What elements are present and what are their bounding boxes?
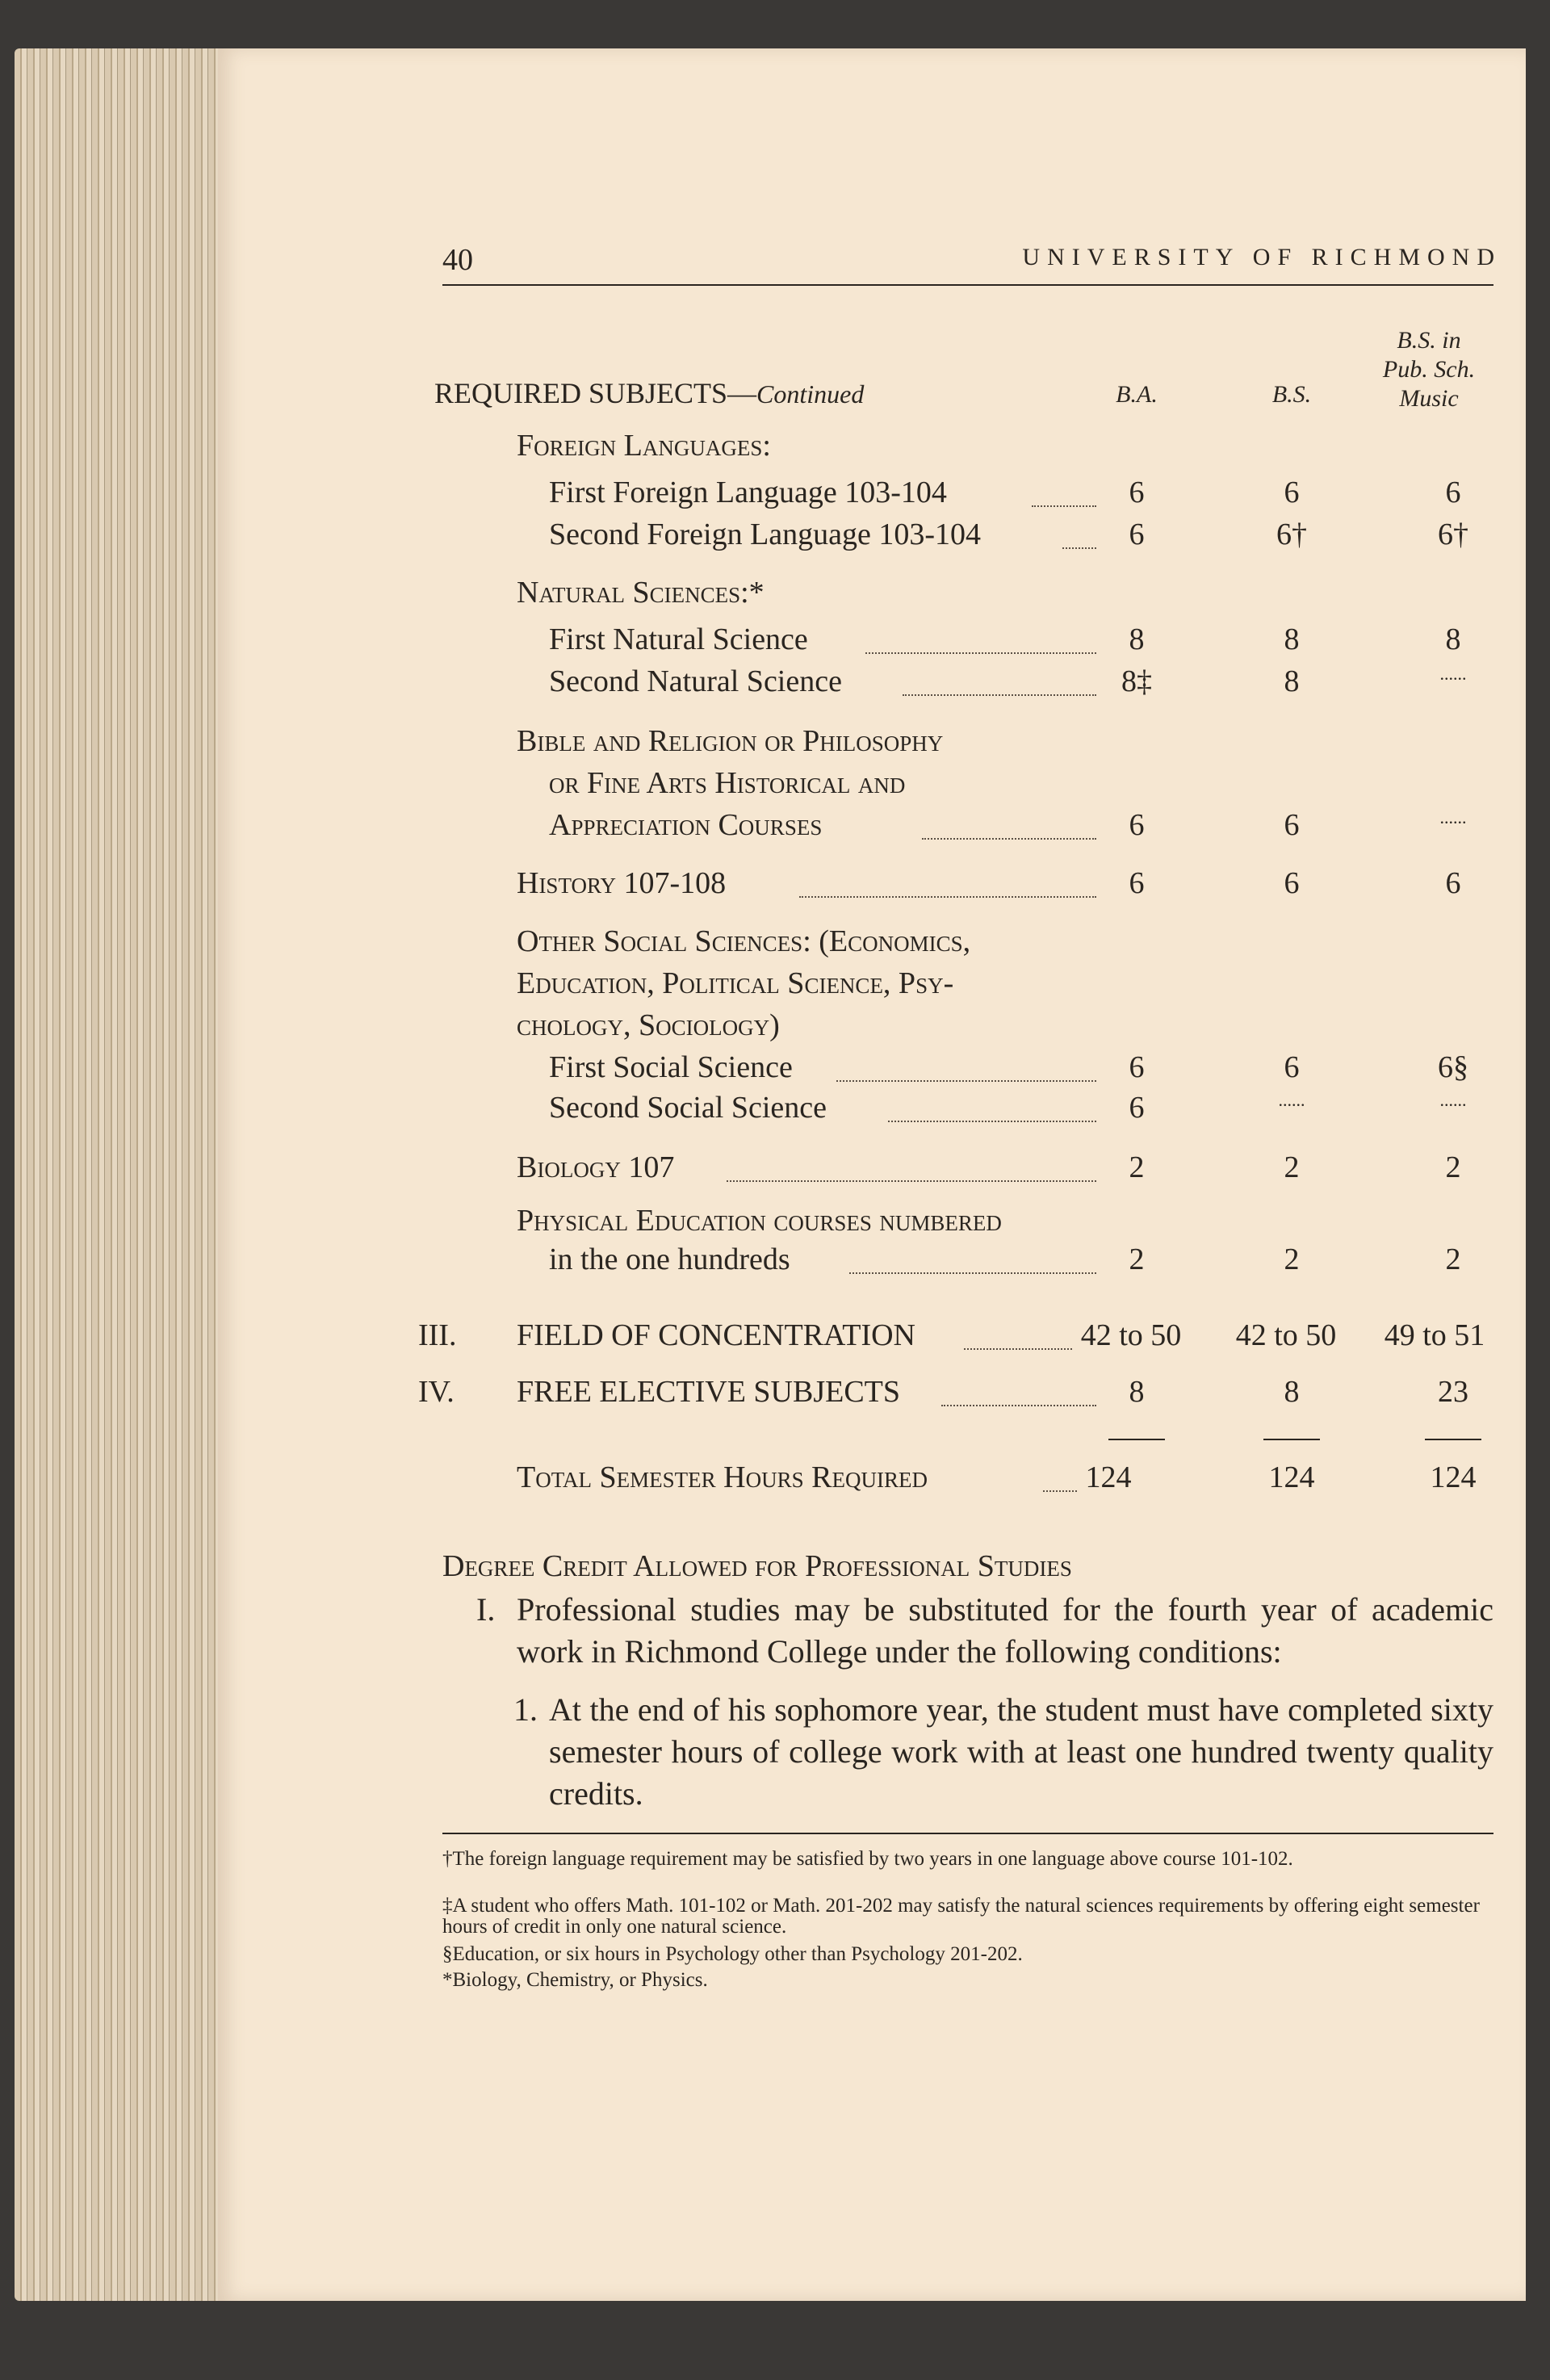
leader bbox=[922, 838, 1096, 840]
leader bbox=[849, 1272, 1096, 1274]
pe-line1: Physical Education courses numbered bbox=[517, 1204, 1002, 1238]
ns2-ba: 8‡ bbox=[1121, 664, 1152, 698]
total-rule-music bbox=[1425, 1439, 1481, 1440]
col-music-line1: B.S. in bbox=[1397, 327, 1461, 354]
ss2-ba: 6 bbox=[1129, 1091, 1145, 1125]
total-bs: 124 bbox=[1268, 1460, 1315, 1494]
condition-i-text: Professional studies may be substituted for the fourth year of academic work in Richmond College under the following conditions: bbox=[517, 1591, 1493, 1670]
column-header-bs-music bbox=[1364, 326, 1493, 413]
column-header-bs: B.S. bbox=[1271, 381, 1312, 408]
history-bs: 6 bbox=[1284, 866, 1300, 900]
pe-ba: 2 bbox=[1129, 1242, 1145, 1276]
bible-music: ...... bbox=[1439, 807, 1467, 828]
leader bbox=[836, 1080, 1096, 1082]
footnote-rule bbox=[442, 1833, 1493, 1834]
leader bbox=[799, 896, 1096, 898]
section-iv-number: IV. bbox=[418, 1375, 455, 1409]
iv-bs: 8 bbox=[1284, 1375, 1300, 1409]
fl1-music: 6 bbox=[1445, 476, 1461, 509]
first-natural-science-label: First Natural Science bbox=[549, 622, 808, 656]
total-music: 124 bbox=[1430, 1460, 1477, 1494]
section-iii-number: III. bbox=[418, 1318, 457, 1352]
ns1-bs: 8 bbox=[1284, 622, 1300, 656]
social-line2: Education, Political Science, Psy- bbox=[517, 966, 954, 1000]
bible-ba: 6 bbox=[1129, 808, 1145, 842]
bible-line3: Appreciation Courses bbox=[549, 808, 823, 842]
iii-ba: 42 to 50 bbox=[1080, 1318, 1182, 1352]
footnote-asterisk: *Biology, Chemistry, or Physics. bbox=[442, 1969, 708, 1991]
total-rule-ba bbox=[1108, 1439, 1165, 1440]
required-subjects-heading bbox=[434, 376, 864, 410]
leader bbox=[888, 1121, 1096, 1122]
history-label: History 107-108 bbox=[517, 866, 727, 900]
condition-1-text: At the end of his sophomore year, the student must have completed sixty semester hours of college work with at least one hundred twenty quality credits. bbox=[549, 1691, 1493, 1812]
total-rule-bs bbox=[1263, 1439, 1320, 1440]
fl2-bs: 6† bbox=[1276, 517, 1307, 551]
ns2-bs: 8 bbox=[1284, 664, 1300, 698]
fl1-ba: 6 bbox=[1129, 476, 1145, 509]
history-ba: 6 bbox=[1129, 866, 1145, 900]
ss1-bs: 6 bbox=[1284, 1050, 1300, 1084]
book-page-edges bbox=[15, 48, 224, 2301]
natural-sciences-heading: Natural Sciences:* bbox=[517, 576, 765, 610]
free-elective-label: FREE ELECTIVE SUBJECTS bbox=[517, 1375, 901, 1409]
fl1-bs: 6 bbox=[1284, 476, 1300, 509]
field-of-concentration-label: FIELD OF CONCENTRATION bbox=[517, 1318, 915, 1352]
biology-bs: 2 bbox=[1284, 1150, 1300, 1184]
ns1-music: 8 bbox=[1445, 622, 1461, 656]
leader bbox=[727, 1180, 1096, 1182]
footnote-double-dagger: ‡A student who offers Math. 101-102 or Math. 201-202 may satisfy the natural sciences requirements by offering eight semester hours of credit in only one natural science. bbox=[442, 1895, 1480, 1938]
iv-music: 23 bbox=[1438, 1375, 1468, 1409]
running-head: UNIVERSITY OF RICHMOND bbox=[1022, 244, 1502, 270]
bible-line1: Bible and Religion or Philosophy bbox=[517, 724, 944, 758]
pe-music: 2 bbox=[1445, 1242, 1461, 1276]
heading-continued: Continued bbox=[756, 379, 865, 409]
social-line1: Other Social Sciences: (Economics, bbox=[517, 924, 971, 958]
second-foreign-language-label: Second Foreign Language 103-104 bbox=[549, 517, 982, 551]
ss2-bs: ...... bbox=[1278, 1090, 1305, 1110]
first-foreign-language-label: First Foreign Language 103-104 bbox=[549, 476, 947, 509]
bible-bs: 6 bbox=[1284, 808, 1300, 842]
total-ba: 124 bbox=[1085, 1460, 1132, 1494]
page-number: 40 bbox=[442, 243, 473, 277]
biology-label: Biology 107 bbox=[517, 1150, 675, 1184]
leader bbox=[941, 1405, 1096, 1406]
leader bbox=[903, 694, 1096, 696]
iv-ba: 8 bbox=[1129, 1375, 1145, 1409]
pe-bs: 2 bbox=[1284, 1242, 1300, 1276]
iii-bs: 42 to 50 bbox=[1235, 1318, 1337, 1352]
total-label: Total Semester Hours Required bbox=[517, 1460, 928, 1494]
footnote-section: §Education, or six hours in Psychology other than Psychology 201-202. bbox=[442, 1943, 1023, 1965]
header-rule bbox=[442, 284, 1493, 286]
second-social-science-label: Second Social Science bbox=[549, 1091, 827, 1125]
col-music-line3: Music bbox=[1399, 385, 1459, 412]
leader bbox=[865, 652, 1096, 654]
first-social-science-label: First Social Science bbox=[549, 1050, 793, 1084]
bible-line2: or Fine Arts Historical and bbox=[549, 766, 906, 800]
leader bbox=[1032, 505, 1096, 507]
condition-1-number: 1. bbox=[513, 1691, 538, 1728]
leader bbox=[964, 1348, 1072, 1350]
second-natural-science-label: Second Natural Science bbox=[549, 664, 842, 698]
ns2-music: ...... bbox=[1439, 664, 1467, 684]
ss2-music: ...... bbox=[1439, 1090, 1467, 1110]
degree-credit-heading: Degree Credit Allowed for Professional Studies bbox=[442, 1549, 1072, 1583]
history-music: 6 bbox=[1445, 866, 1461, 900]
ss1-music: 6§ bbox=[1438, 1050, 1468, 1084]
ns1-ba: 8 bbox=[1129, 622, 1145, 656]
footnote-dagger: †The foreign language requirement may be satisfied by two years in one language above course 101-102. bbox=[442, 1848, 1293, 1870]
iii-music: 49 to 51 bbox=[1384, 1318, 1485, 1352]
fl2-music: 6† bbox=[1438, 517, 1468, 551]
biology-ba: 2 bbox=[1129, 1150, 1145, 1184]
condition-i-number: I. bbox=[476, 1591, 496, 1628]
col-music-line2: Pub. Sch. bbox=[1382, 356, 1476, 383]
pe-line2: in the one hundreds bbox=[549, 1242, 790, 1276]
column-header-ba: B.A. bbox=[1116, 381, 1158, 408]
social-line3: chology, Sociology) bbox=[517, 1008, 780, 1042]
heading-main: REQUIRED SUBJECTS— bbox=[434, 377, 757, 409]
biology-music: 2 bbox=[1445, 1150, 1461, 1184]
foreign-languages-heading: Foreign Languages: bbox=[517, 429, 771, 463]
ss1-ba: 6 bbox=[1129, 1050, 1145, 1084]
fl2-ba: 6 bbox=[1129, 517, 1145, 551]
